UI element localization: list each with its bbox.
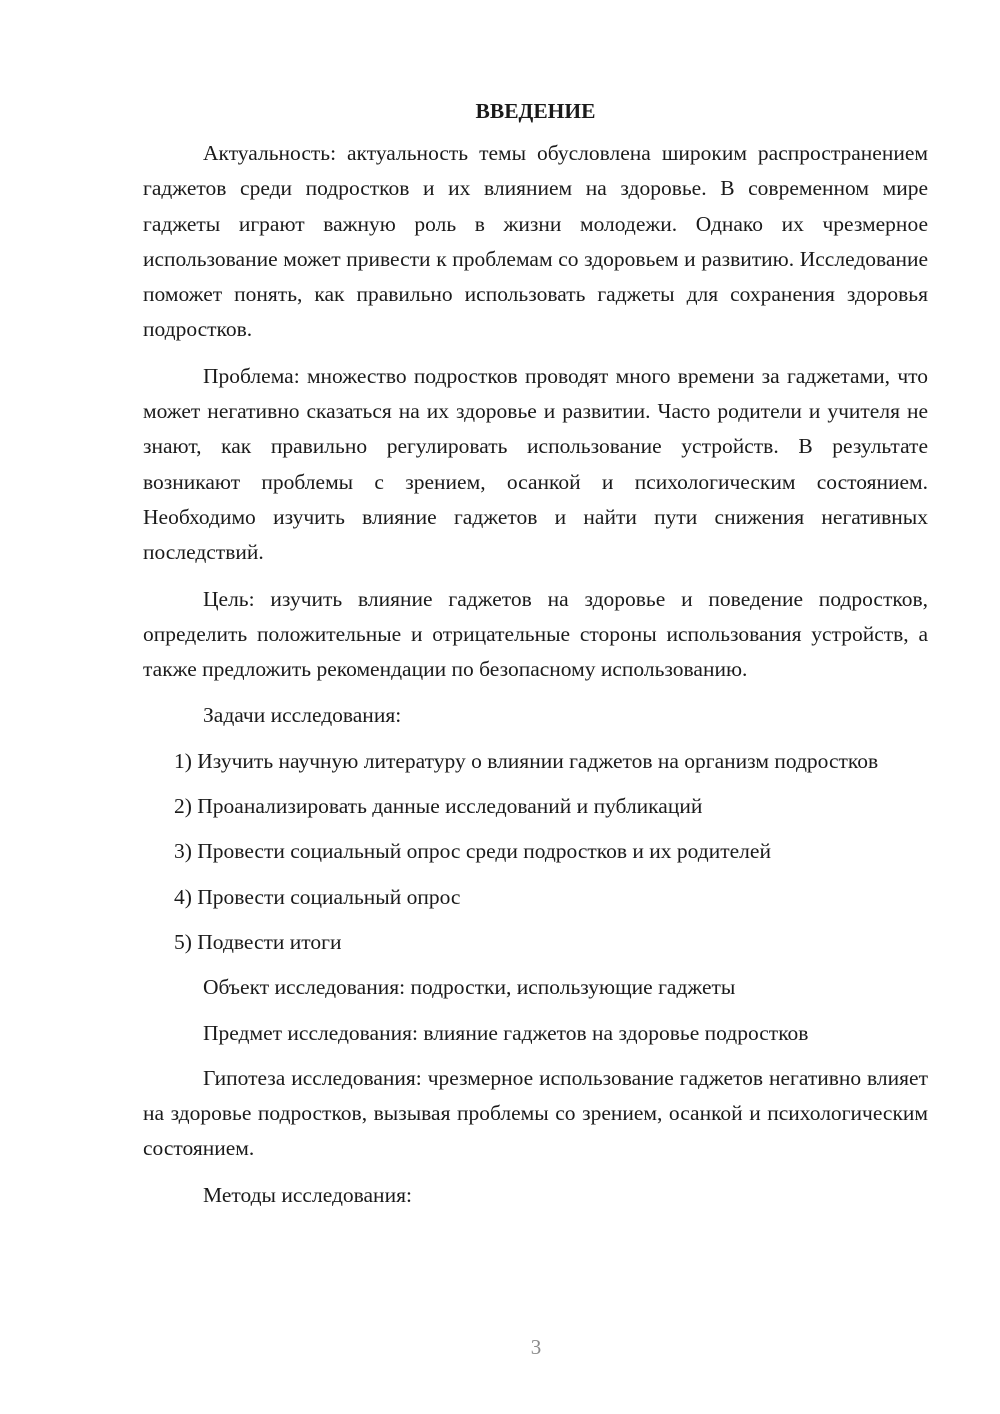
list-item: 5) Подвести итоги bbox=[174, 929, 342, 954]
page-number: 3 bbox=[530, 1335, 542, 1359]
list-item: 3) Провести социальный опрос среди подростков и их родителей bbox=[174, 839, 771, 864]
list-item: 2) Проанализировать данные исследований и публикаций bbox=[174, 794, 703, 819]
section-title: ВВЕДЕНИЕ bbox=[475, 99, 596, 123]
methods-heading: Методы исследования: bbox=[203, 1182, 412, 1207]
list-item: 4) Провести социальный опрос bbox=[174, 884, 461, 909]
document-page bbox=[143, 96, 928, 1223]
hypothesis-paragraph: Гипотеза исследования: чрезмерное использование гаджетов негативно влияет на здоровье подростков, вызывая проблемы со зрением, осанкой и психологическим состоянием. bbox=[143, 1065, 928, 1161]
relevance-paragraph: Актуальность: актуальность темы обусловлена широким распространением гаджетов среди подростков и их влиянием на здоровье. В современном мире гаджеты играют важную роль в жизни молодежи. Однако их чрезмерное использование может привести к проблемам со здоровьем и развитию. Исследование поможет понять, как правильно использовать гаджеты для сохранения здоровья подростков. bbox=[143, 141, 928, 342]
tasks-heading: Задачи исследования: bbox=[203, 703, 402, 728]
goal-paragraph: Цель: изучить влияние гаджетов на здоровье и поведение подростков, определить положительные и отрицательные стороны использования устройств, а также предложить рекомендации по безопасному использованию. bbox=[143, 586, 928, 682]
object-paragraph: Объект исследования: подростки, использующие гаджеты bbox=[203, 975, 736, 1000]
list-item: 1) Изучить научную литературу о влиянии гаджетов на организм подростков bbox=[174, 748, 879, 773]
problem-paragraph: Проблема: множество подростков проводят много времени за гаджетами, что может негативно сказаться на их здоровье и развитии. Часто родители и учителя не знают, как правильно регулировать использование устройств. В результате возникают проблемы с зрением, осанкой и психологическим состоянием. Необходимо изучить влияние гаджетов и найти пути снижения негативных последствий. bbox=[143, 363, 928, 565]
subject-paragraph: Предмет исследования: влияние гаджетов на здоровье подростков bbox=[203, 1020, 809, 1045]
tasks-list bbox=[143, 744, 928, 960]
